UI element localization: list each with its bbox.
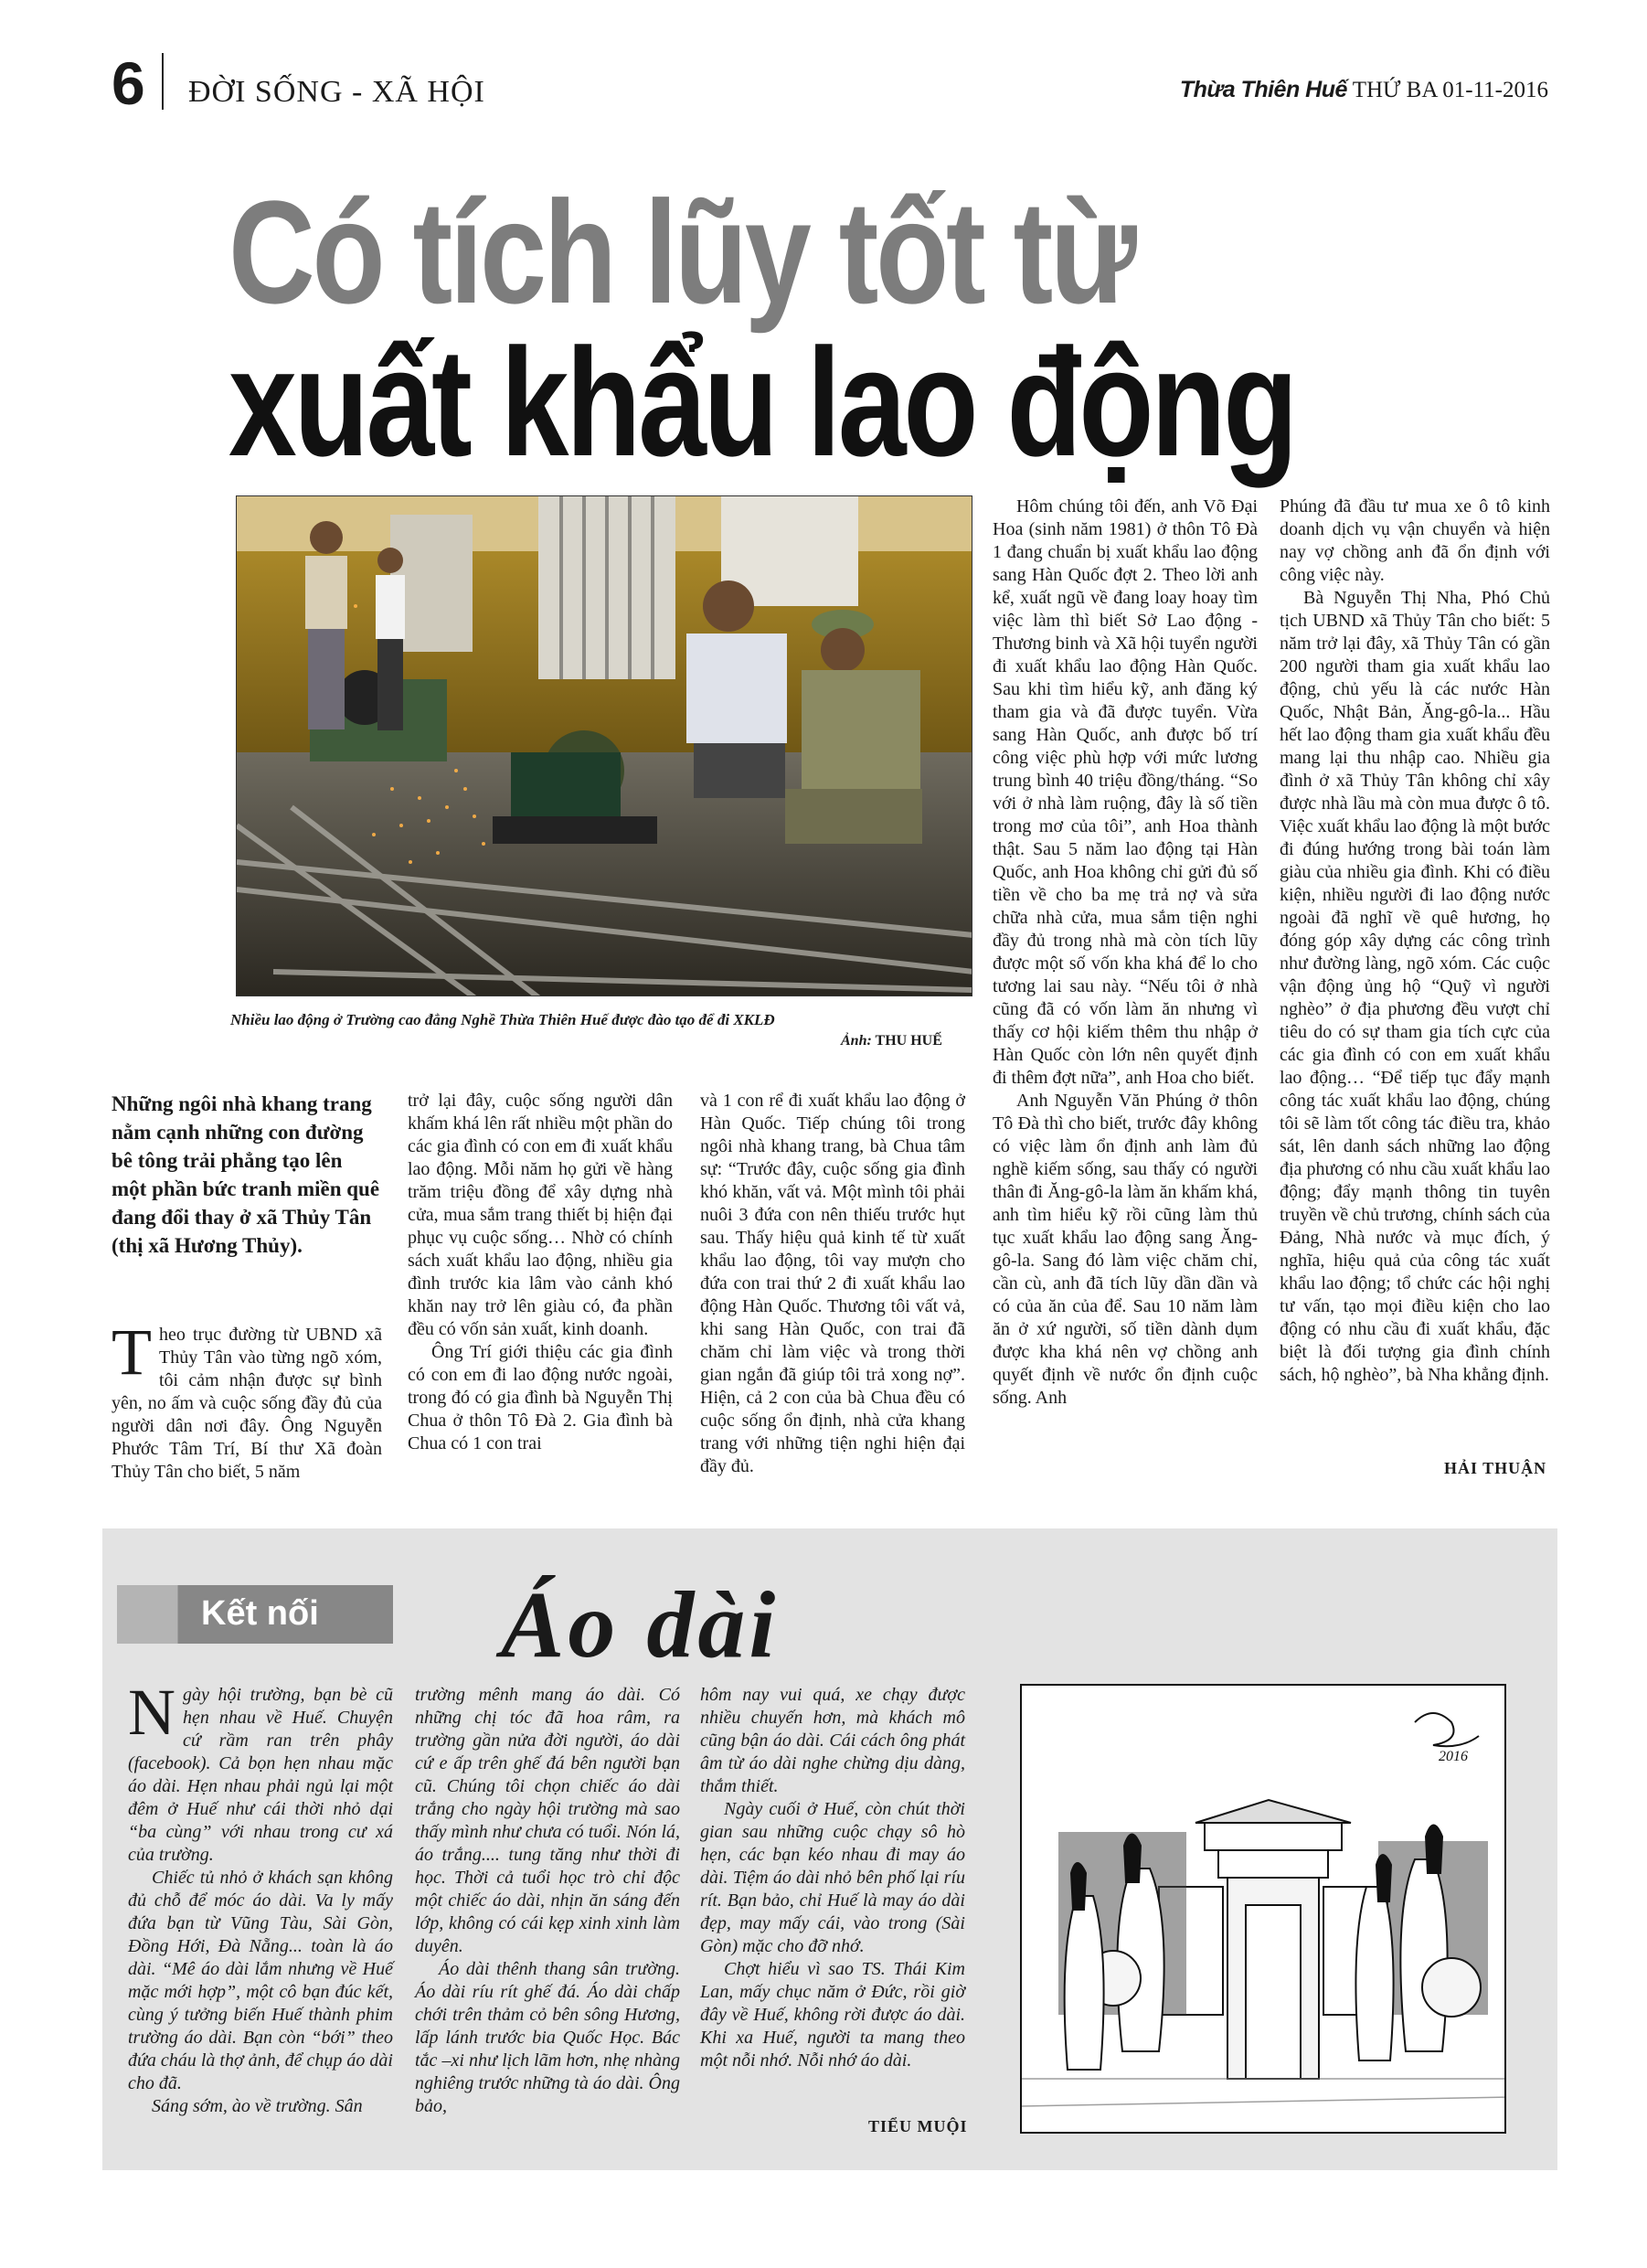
- paragraph: Ông Trí giới thiệu các gia đình có con em đi lao động nước ngoài, trong đó có gia đình bà Nguyễn Thị Chua ở thôn Tô Đà 2. Gia đình bà Chua có 1 con trai: [408, 1342, 673, 1453]
- paragraph: Ngày hội trường, bạn bè cũ hẹn nhau về Huế. Chuyện cứ rầm ran trên phây (facebook). Cả bọn hẹn nhau mặc áo dài. Hẹn nhau phải ngủ lại một đêm ở Huế như cái thời nhỏ dại “ba cùng” với nhau trong cư xá của trường.: [128, 1676, 393, 1865]
- feature-tag: [117, 1585, 393, 1644]
- drop-cap: T: [112, 1315, 152, 1389]
- header-divider: [162, 53, 164, 110]
- feature-byline: TIỂU MUỘI: [868, 2117, 968, 2135]
- paragraph: trở lại đây, cuộc sống người dân khấm khá lên rất nhiều một phần do các gia đình có con em đi xuất khẩu lao động. Mỗi năm họ gửi về hàng trăm triệu đồng để xây dựng nhà cửa, mua sắm trang thiết bị hiện đại phục vụ cuộc sống… Nhờ có chính sách xuất khẩu lao động, nhiều gia đình trước kia lâm vào cảnh khó khăn nay trở lên giàu có, đa phần đều có vốn sản xuất, kinh doanh.: [408, 1091, 673, 1339]
- feature-column-3: [700, 1684, 965, 2072]
- paragraph: Ngày cuối ở Huế, còn chút thời gian sau những cuộc chạy sô hò hẹn, các bạn kéo nhau đi may áo dài. Tiệm áo dài nhỏ bên phố lại ríu rít. Bạn bảo, chỉ Huế là may áo dài đẹp, may mấy cái, vào trong (Sài Gòn) mặc cho đỡ nhớ.: [700, 1799, 965, 1956]
- paragraph: Chợt hiểu vì sao TS. Thái Kim Lan, mấy chục năm ở Đức, rồi giờ đây về Huế, không rời được áo dài. Khi xa Huế, người ta mang theo một nỗi nhớ. Nỗi nhớ áo dài.: [700, 1959, 965, 2071]
- paragraph: Theo trục đường từ UBND xã Thủy Tân vào từng ngõ xóm, tôi cảm nhận được sự bình yên, no ấm và cuộc sống đầy đủ của người dân nơi đây. Ông Nguyễn Phước Tâm Trí, Bí thư Xã đoàn Thủy Tân cho biết, 5 năm: [112, 1315, 382, 1482]
- paragraph: Chiếc tủ nhỏ ở khách sạn không đủ chỗ để móc áo dài. Va ly mấy đứa bạn từ Vũng Tàu, Sài Gòn, Đồng Hới, Đà Nẵng... toàn là áo dài. “Mê áo dài lắm nhưng về Huế mặc mới hợp”, một cô bạn đúc kết, cùng ý tưởng biến Huế thành phim trường áo dài. Bạn còn “bới” theo đứa cháu là thợ ảnh, để chụp áo dài cho đã.: [128, 1868, 393, 2093]
- paragraph: Bà Nguyễn Thị Nha, Phó Chủ tịch UBND xã Thủy Tân cho biết: 5 năm trở lại đây, xã Thủy Tân có gần 200 người tham gia xuất khẩu lao động, chủ yếu là các nước Hàn Quốc, Nhật Bản, Ăng-gô-la... Hầu hết lao động tham gia xuất khẩu đều mang lại thu nhập cao. Nhiều gia đình ở xã Thủy Tân không chỉ xây được nhà lầu mà còn mua được ô tô. Việc xuất khẩu lao động là một bước đi đúng hướng trong bài toán làm giàu của nhiều gia đình. Khi có điều kiện, nhiều người đi lao động nước ngoài đã nghĩ về quê hương, họ đóng góp xây dựng các công trình như đường làng, ngõ xóm. Các cuộc vận động ủng hộ “Quỹ vì người nghèo” ở địa phương đều vượt chỉ tiêu do có sự tham gia tích cực của các gia đình có con em xuất khẩu lao động… “Để tiếp tục đẩy mạnh công tác xuất khẩu lao động, chúng tôi sẽ làm tốt công tác điều tra, khảo sát, lên danh sách những lao động địa phương có nhu cầu xuất khẩu lao động; đẩy mạnh thông tin tuyên truyền về chủ trương, chính sách của Đảng, Nhà nước và mục đích, ý nghĩa, hiệu quả của công tác xuất khẩu lao động; tổ chức các hội nghị tư vấn, tạo mọi điều kiện cho lao động có nhu cầu đi xuất khẩu, đặc biệt là đối tượng gia đình chính sách, hộ nghèo”, bà Nha khẳng định.: [1280, 588, 1550, 1385]
- section-name: ĐỜI SỐNG - XÃ HỘI: [188, 75, 485, 109]
- article-column-5: [1280, 495, 1550, 1387]
- photo-credit: [841, 1033, 942, 1049]
- article-photo: [236, 495, 972, 996]
- feature-column-1: [128, 1676, 393, 2118]
- paragraph: Anh Nguyễn Văn Phúng ở thôn Tô Đà thì cho biết, trước đây không có việc làm ổn định anh làm đủ nghề kiếm sống, sau thấy có người thân đi Ăng-gô-la làm ăn khấm khá, anh tìm hiểu kỹ rồi cũng làm thủ tục xuất khẩu lao động sang Ăng-gô-la. Sang đó làm việc chăm chỉ, cần cù, anh đã tích lũy dần dần và có của ăn của để. Sau 10 năm làm ăn ở xứ người, số tiền dành dụm được kha khá nên vợ chồng anh quyết định về nước ổn định cuộc sống. Anh: [993, 1091, 1258, 1408]
- workshop-photo-illustration: [237, 496, 972, 996]
- feature-title: Áo dài: [501, 1572, 780, 1677]
- issue-date: THỨ BA 01-11-2016: [1352, 78, 1548, 102]
- paragraph: Sáng sớm, ào về trường. Sân: [152, 2096, 363, 2116]
- headline-line-2: xuất khẩu lao động: [228, 316, 1296, 488]
- paragraph: Hôm chúng tôi đến, anh Võ Đại Hoa (sinh năm 1981) ở thôn Tô Đà 1 đang chuẩn bị xuất khẩu lao động sang Hàn Quốc đợt 2. Theo lời anh kể, xuất ngũ về đang loay hoay tìm việc làm thì biết Sở Lao động - Thương binh và Xã hội tuyển người đi xuất khẩu lao động Hàn Quốc. Sau khi tìm hiểu kỹ, anh đăng ký tham gia và đã được tuyển. Vừa sang Hàn Quốc, anh được bố trí công việc phù hợp với mức lương trung bình 40 triệu đồng/tháng. “So với ở nhà làm ruộng, đây là số tiền trong mơ của tôi”, anh Hoa thành thật. Sau 5 năm lao động tại Hàn Quốc, anh Hoa không chỉ gửi đủ số tiền về cho ba mẹ trả nợ và sửa chữa nhà cửa, mua sắm tiện nghi đầy đủ trong nhà mà còn tích lũy được một số vốn kha khá để lo cho tương lai sau này. “Nếu tôi ở nhà cũng đã có vốn làm ăn nhưng vì thấy cơ hội kiếm thêm thu nhập ở Hàn Quốc còn lớn nên quyết định đi thêm đợt nữa”, anh Hoa cho biết.: [993, 496, 1258, 1088]
- paper-name: Thừa Thiên Huế: [1179, 77, 1347, 102]
- photo-caption: Nhiều lao động ở Trường cao đẳng Nghề Thừa Thiên Huế được đào tạo để đi XKLĐ: [230, 1011, 775, 1028]
- photo-credit-label: Ảnh:: [841, 1033, 872, 1049]
- paragraph: trường mênh mang áo dài. Có những chị tóc đã hoa râm, ra trường gần nửa đời người, áo dài cứ e ấp trên ghế đá bên người bạn cũ. Chúng tôi chọn chiếc áo dài trắng cho ngày hội trường mà sao thấy mình như chưa có tuổi. Nón lá, áo trắng.... tung tăng như thời đi học. Thời cả tuổi học trò chỉ độc một chiếc áo dài, nhịn ăn sáng đến lớp, không có cái kẹp xinh xinh làm duyên.: [415, 1685, 680, 1956]
- feature-column-2: [415, 1684, 680, 2118]
- paragraph: và 1 con rể đi xuất khẩu lao động ở Hàn Quốc. Tiếp chúng tôi trong ngôi nhà khang trang, bà Chua tâm sự: “Trước đây, cuộc sống gia đình khó khăn, vất vả. Một mình tôi phải nuôi 3 đứa con nên thiếu trước hụt sau. Thấy hiệu quả kinh tế từ xuất khẩu lao động, tôi vay mượn cho đứa con trai thứ 2 đi xuất khẩu lao động Hàn Quốc. Thương tôi vất vả, khi sang Hàn Quốc, con trai đã chăm chỉ làm việc và trong thời gian ngắn đã giúp tôi trả xong nợ”. Hiện, cả 2 con của bà Chua đều có cuộc sống ổn định, nhà cửa khang trang với những tiện nghi hiện đại đầy đủ.: [700, 1091, 965, 1476]
- illustration-signature: 2016: [1439, 1749, 1468, 1764]
- article-column-4: [993, 495, 1258, 1410]
- drop-cap: N: [128, 1676, 175, 1749]
- masthead: [1180, 77, 1548, 103]
- article-column-2: [408, 1090, 673, 1455]
- paragraph: Áo dài thênh thang sân trường. Áo dài ríu rít ghế đá. Áo dài chấp chới trên thảm cỏ bên sông Hương, lấp lánh trước bia Quốc Học. Bác tắc –xi như lịch lãm hơn, nhẹ nhàng nghiêng trước những tà áo dài. Ông bảo,: [415, 1959, 680, 2116]
- article-byline: HẢI THUẬN: [1444, 1459, 1547, 1477]
- ao-dai-drawing: [1022, 1686, 1506, 2134]
- paragraph: hôm nay vui quá, xe chạy được nhiều chuyến hơn, mà khách mô cũng bận áo dài. Cái cách ông phát âm từ áo dài nghe chừng dịu dàng, thắm thiết.: [700, 1685, 965, 1796]
- photo-credit-name: THU HUẾ: [875, 1033, 942, 1049]
- headline-line-1: Có tích lũy tốt từ: [228, 170, 1134, 334]
- article-column-3: [700, 1090, 965, 1478]
- article-lead: Những ngôi nhà khang trang nằm cạnh những con đường bê tông trải phẳng tạo lên một phần bức tranh miền quê đang đổi thay ở xã Thủy Tân (thị xã Hương Thủy).: [112, 1092, 380, 1257]
- feature-tag-label: Kết nối: [201, 1594, 319, 1633]
- article-column-1: [112, 1315, 382, 1484]
- ao-dai-illustration: [1020, 1684, 1506, 2134]
- page-number: 6: [112, 49, 145, 117]
- paragraph: Phúng đã đầu tư mua xe ô tô kinh doanh dịch vụ vận chuyển và hiện nay vợ chồng anh đã ổn định với công việc này.: [1280, 496, 1550, 585]
